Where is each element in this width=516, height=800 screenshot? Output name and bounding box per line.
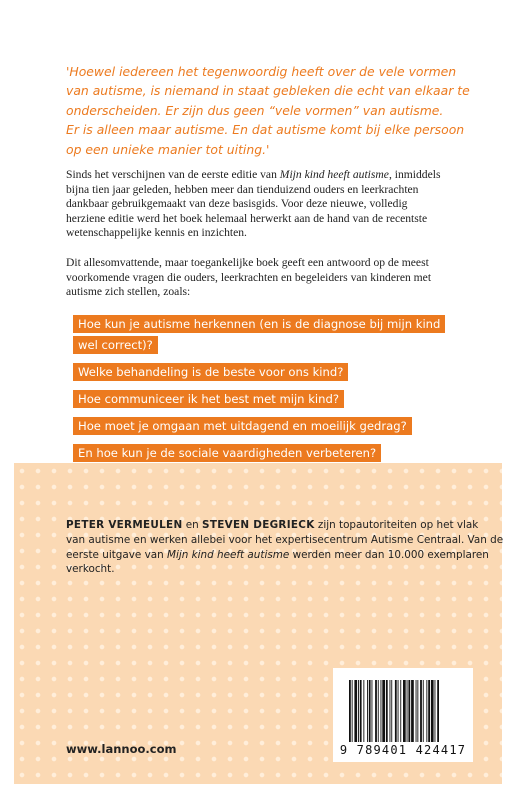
publisher-website: www.lannoo.com [66,742,177,756]
question-item [73,361,473,382]
bio-line [66,518,486,533]
blurb-quote [66,62,476,159]
question-text: Hoe moet je omgaan met uitdagend en moeilijk gedrag? [73,417,412,435]
intro-line: bijna tien jaar geleden, hebben meer dan tienduizend ouders en leerkrachten [66,182,419,196]
question-text: Hoe communiceer ik het best met mijn kind? [73,390,344,408]
question-list [73,313,473,469]
isbn-number: 9 789401 424417 [339,743,467,757]
intro-text: , inmiddels [388,168,441,181]
author-name: STEVEN DEGRIECK [202,519,315,531]
intro-line: dankbaar gebruikgemaakt van deze basisgids. Voor deze nieuwe, volledig [66,197,408,211]
author-bio [66,518,504,577]
barcode-icon [349,680,457,742]
intro-line: wetenschappelijke kennis en inzichten. [66,226,247,240]
bio-text: en [182,519,203,531]
bio-text: werden meer dan 10.000 exemplaren [289,548,489,561]
bio-line [66,548,489,563]
quote-line: onderscheiden. Er zijn dus geen “vele vormen” van autisme. [66,102,444,118]
intro-line [66,168,476,183]
intro-paragraph [66,168,476,241]
question-item [73,388,473,409]
lead-line: voorkomende vragen die ouders, leerkrachten en begeleiders van kinderen met [66,270,432,284]
author-name: PETER VERMEULEN [66,519,183,531]
bio-text: zijn topautoriteiten op het vlak [314,519,479,531]
book-title: Mijn kind heeft autisme [279,168,389,181]
question-item [73,442,473,463]
question-text: En hoe kun je de sociale vaardigheden verbeteren? [73,444,381,462]
question-text: Welke behandeling is de beste voor ons kind? [73,363,348,381]
lead-line: Dit allesomvattende, maar toegankelijke boek geeft een antwoord op de meest [66,256,429,269]
bio-line: verkocht. [66,563,115,576]
quote-line: 'Hoewel iedereen het tegenwoordig heeft over de vele vormen [66,64,457,79]
intro-text: Sinds het verschijnen van de eerste editie van [66,168,280,181]
quote-line: van autisme, is niemand in staat gebleken die echt van elkaar te [66,83,470,99]
bio-text: eerste uitgave van [66,548,167,561]
question-item [73,415,473,436]
lead-line: autisme zich stellen, zoals: [66,285,191,299]
quote-line: Er is alleen maar autisme. En dat autisme komt bij elke persoon [66,122,465,138]
bio-line: van autisme en werken allebei voor het expertisecentrum Autisme Centraal. Van de [66,533,504,546]
question-item [73,313,453,355]
book-title: Mijn kind heeft autisme [167,548,290,561]
quote-line: op een unieke manier tot uiting.' [66,141,270,157]
intro-line: herziene editie werd het boek helemaal herwerkt aan de hand van de recentste [66,211,428,225]
lead-paragraph [66,256,476,300]
question-text: Hoe kun je autisme herkennen (en is de diagnose bij mijn kind wel correct)? [73,315,445,354]
barcode-area [333,668,473,762]
